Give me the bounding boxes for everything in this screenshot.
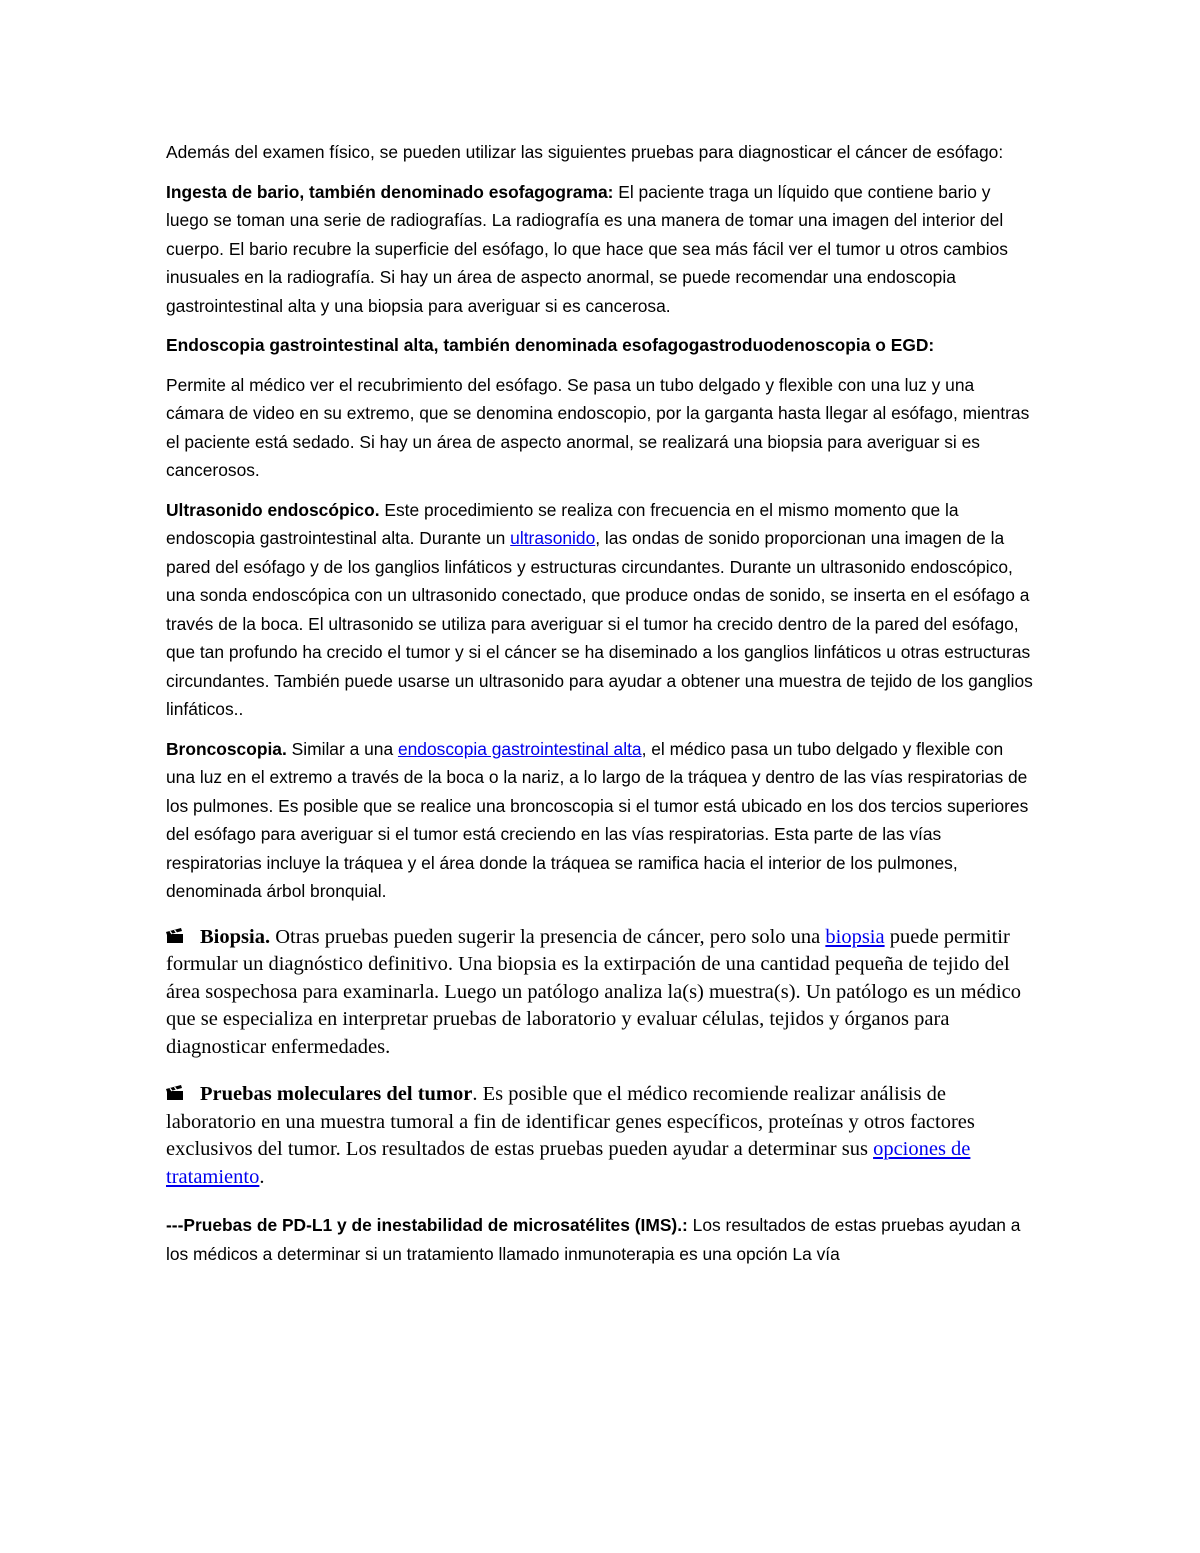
molecular-tests-text-1: . Es posible que el médico recomiende realizar análisis de laboratorio en una muestra tumoral a fin de identificar genes específicos, proteínas y otros factores exclusivos del tumor. Los resultados de estas pruebas pueden ayudar a determinar sus — [166, 1083, 975, 1160]
treatment-options-link[interactable]: opciones de tratamiento — [166, 1138, 971, 1188]
pdl1-msi-paragraph — [166, 1211, 1036, 1268]
egd-heading: Endoscopia gastrointestinal alta, también denominada esofagogastroduodenoscopia o EGD: — [166, 335, 935, 355]
barium-swallow-heading: Ingesta de bario, también denominado esofagograma: — [166, 181, 614, 202]
bronchoscopy-text-2: , el médico pasa un tubo delgado y flexible con una luz en el extremo a través de la boca o la nariz, a lo largo de la tráquea y dentro de las vías respiratorias de los pulmones. Es posible que se realice una broncoscopia si el tumor está ubicado en los dos tercios superiores del esófago para averiguar si el tumor está creciendo en las vías respiratorias. Esta parte de las vías respiratorias incluye la tráquea y el área donde la tráquea se ramifica hacia el interior de los pulmones, denominada árbol bronquial. — [166, 738, 1029, 901]
molecular-tests-heading: Pruebas moleculares del tumor — [200, 1083, 473, 1105]
document-page — [166, 138, 1036, 1268]
endoscopic-ultrasound-heading: Ultrasonido endoscópico. — [166, 499, 380, 520]
molecular-tests-text-2: . — [259, 1165, 265, 1188]
biopsy-heading: Biopsia. — [200, 925, 271, 948]
clapperboard-icon — [166, 928, 184, 944]
pdl1-msi-text: Los resultados de estas pruebas ayudan a los médicos a determinar si un tratamiento llamado inmunoterapia es una opción La vía — [166, 1215, 1021, 1264]
ultrasound-link[interactable]: ultrasonido — [510, 528, 596, 548]
biopsy-text-2: puede permitir formular un diagnóstico definitivo. Una biopsia es la extirpación de una cantidad pequeña de tejido del área sospechosa para examinarla. Luego un patólogo analiza la(s) muestra(s). Un patólogo es un médico que se especializa en interpretar pruebas de laboratorio y evaluar células, tejidos y órganos para diagnosticar enfermedades. — [166, 925, 1021, 1058]
barium-swallow-text: El paciente traga un líquido que contiene bario y luego se toman una serie de radiografías. La radiografía es una manera de tomar una imagen del interior del cuerpo. El bario recubre la superficie del esófago, lo que hace que sea más fácil ver el tumor u otros cambios inusuales en la radiografía. Si hay un área de aspecto anormal, se puede recomendar una endoscopia gastrointestinal alta y una biopsia para averiguar si es cancerosa. — [166, 181, 1008, 316]
biopsy-paragraph — [166, 924, 1036, 1062]
bronchoscopy-paragraph — [166, 735, 1036, 906]
endoscopic-ultrasound-text-2: , las ondas de sonido proporcionan una imagen de la pared del esófago y de los ganglios linfáticos y estructuras circundantes. Durante un ultrasonido endoscópico, una sonda endoscópica con un ultrasonido conectado, que produce ondas de sonido, se inserta en el esófago a través de la boca. El ultrasonido se utiliza para averiguar si el tumor ha crecido dentro de la pared del esófago, que tan profundo ha crecido el tumor y si el cáncer se ha diseminado a los ganglios linfáticos u otras estructuras circundantes. También puede usarse un ultrasonido para ayudar a obtener una muestra de tejido de los ganglios linfáticos.. — [166, 528, 1033, 719]
endoscopic-ultrasound-paragraph — [166, 496, 1036, 724]
intro-paragraph: Además del examen físico, se pueden utilizar las siguientes pruebas para diagnosticar el cáncer de esófago: — [166, 142, 1004, 162]
upper-endoscopy-link[interactable]: endoscopia gastrointestinal alta — [397, 738, 642, 759]
molecular-tests-paragraph — [166, 1081, 1036, 1191]
bronchoscopy-text-1: Similar a una — [286, 738, 398, 759]
barium-swallow-paragraph — [166, 178, 1036, 321]
egd-heading-paragraph — [166, 331, 1036, 360]
pdl1-msi-heading: ---Pruebas de PD-L1 y de inestabilidad de microsatélites (IMS).: — [166, 1215, 688, 1235]
endoscopic-ultrasound-text-1: Este procedimiento se realiza con frecuencia en el mismo momento que la endoscopia gastrointestinal alta. Durante un — [166, 499, 959, 548]
egd-paragraph: Permite al médico ver el recubrimiento del esófago. Se pasa un tubo delgado y flexible con una luz y una cámara de video en su extremo, que se denomina endoscopio, por la garganta hasta llegar al esófago, mientras el paciente está sedado. Si hay un área de aspecto anormal, se realizará una biopsia para averiguar si es cancerosos. — [166, 374, 1030, 480]
bronchoscopy-heading: Broncoscopia. — [166, 738, 287, 759]
clapperboard-icon — [166, 1085, 184, 1101]
biopsy-link[interactable]: biopsia — [825, 925, 885, 948]
biopsy-text-1: Otras pruebas pueden sugerir la presencia de cáncer, pero solo una — [270, 925, 826, 948]
